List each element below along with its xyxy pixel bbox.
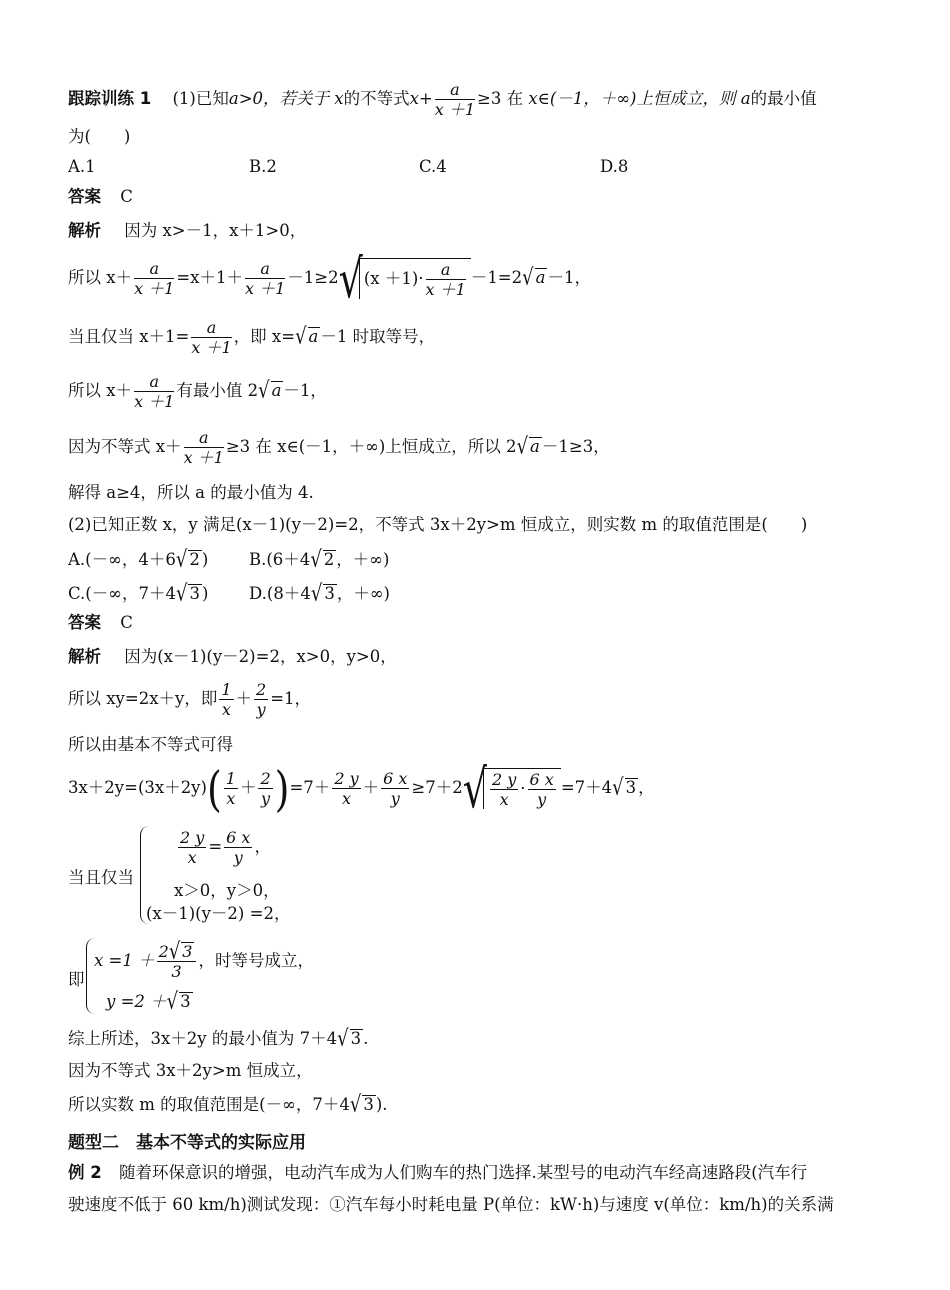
- q1-step1: 所以 x＋ $\frac{a}{x +1}$ =x＋1＋ $\frac{a}{x +1}$ －1≥2√(x ＋1)· $\frac{a}{x +1}$ －1=2√ a －1，: [68, 247, 591, 310]
- q2-conclusion-1: 综上所述，3x＋2y 的最小值为 7＋4√ 3 .: [68, 1025, 369, 1052]
- q1-stem-c: ≥3 在: [477, 89, 524, 108]
- q2-ji-label: 即: [68, 970, 85, 989]
- q1-option-d: D.8: [600, 157, 629, 176]
- q2-analysis-text: 因为(x－1)(y－2)=2，x>0，y>0，: [124, 647, 397, 666]
- example-2-label: 例 2: [68, 1163, 102, 1182]
- q1-step4: 因为不等式 x＋ $\frac{a}{x +1}$ ≥3 在 x∈(－1，＋∞)上恒成立，所以 2√ a －1≥3，: [68, 428, 610, 467]
- q2-answer: [68, 612, 133, 634]
- q2-option-b: B.(6＋4√ 2 ，＋∞): [249, 546, 390, 573]
- q1-cond: a>0，若关于: [228, 89, 330, 108]
- example-2-line1: [68, 1162, 807, 1184]
- q1-stem-e: 的最小值: [750, 89, 817, 108]
- q1-label: 跟踪训练 1: [68, 89, 152, 108]
- q2-option-a: A.(－∞，4＋6√ 2 ): [68, 546, 209, 573]
- q1-stem-line2: 为( ): [68, 127, 131, 146]
- q1-answer-label: 答案: [68, 187, 101, 206]
- q1-analysis-text: 因为 x>－1，x＋1>0，: [124, 221, 307, 240]
- q1-answer-value: C: [120, 187, 133, 206]
- q2-system-eq1: $\frac{2 y}{x}$ = $\frac{6 x}{y}$ ，: [180, 828, 271, 867]
- q2-stem: (2)已知正数 x，y 满足(x－1)(y－2)=2，不等式 3x＋2y>m 恒成立，则实数 m 的取值范围是( ): [68, 515, 808, 534]
- q2-step1: 所以 xy=2x＋y，即 $\frac{1}{x}$ ＋ $\frac{2}{y}$ =1，: [68, 680, 312, 719]
- q1-option-c: C.4: [419, 157, 447, 176]
- q1-answer: [68, 186, 133, 208]
- q2-system-eq2: x＞0，y＞0，: [174, 881, 280, 900]
- q1-fraction: $\frac{a}{x +1}$: [434, 80, 476, 119]
- q1-var-x: x: [334, 89, 344, 108]
- q1-option-b: B.2: [249, 157, 277, 176]
- q2-answer-label: 答案: [68, 613, 101, 632]
- q1-step3: 所以 x＋ $\frac{a}{x +1}$ 有最小值 2√ a －1，: [68, 372, 327, 411]
- q2-step2: 所以由基本不等式可得: [68, 735, 233, 754]
- q2-option-c: C.(－∞，7＋4√ 3 ): [68, 580, 209, 607]
- q1-stem-b: 的不等式: [343, 89, 410, 108]
- q1-stem-a: (1)已知: [172, 89, 229, 108]
- q2-conclusion-3: 所以实数 m 的取值范围是(－∞，7＋4√ 3 ).: [68, 1091, 388, 1118]
- q2-analysis-label: 解析: [68, 647, 101, 666]
- q1-expr: x+: [409, 89, 433, 108]
- q2-step3: 3x＋2y=(3x＋2y)( $\frac{1}{x}$ ＋ $\frac{2}{y}$ )=7＋ $\frac{2 y}{x}$ ＋ $\frac{6 x}{y}$ ≥7＋2√ $\frac{2 y}{x}$ · $\frac{6 x}{y}$ =7＋4√ 3 ，: [68, 757, 655, 820]
- q2-analysis-line1: [68, 646, 397, 668]
- q1-domain: x∈(－1，＋∞)上恒成立，则: [528, 89, 736, 108]
- q2-solution-y: y =2 ＋√ 3: [106, 988, 191, 1015]
- q2-answer-value: C: [120, 613, 133, 632]
- section-heading: 题型二 基本不等式的实际应用: [68, 1133, 306, 1153]
- q2-conclusion-2: 因为不等式 3x＋2y>m 恒成立，: [68, 1061, 313, 1080]
- q1-step2: 当且仅当 x＋1= $\frac{a}{x +1}$ ，即 x=√ a －1 时取等号，: [68, 318, 436, 357]
- q1-step5: 解得 a≥4，所以 a 的最小值为 4.: [68, 483, 314, 502]
- q1-stem-line1: [68, 80, 817, 119]
- q2-when-label: 当且仅当: [68, 868, 134, 887]
- example-2-line2: 驶速度不低于 60 km/h)测试发现：①汽车每小时耗电量 P(单位：kW·h)与速度 v(单位：km/h)的关系满: [68, 1195, 834, 1214]
- q2-system-eq3: (x－1)(y－2) =2，: [146, 904, 291, 923]
- q1-analysis-line1: [68, 220, 306, 242]
- q2-solution-x: x =1 ＋ $\frac{2√ 3}{3}$ ，时等号成立，: [94, 938, 314, 981]
- q1-var-a: a: [740, 89, 751, 108]
- example-2-text1: 随着环保意识的增强，电动汽车成为人们购车的热门选择.某型号的电动汽车经高速路段(汽车行: [118, 1163, 808, 1182]
- q1-analysis-label: 解析: [68, 221, 101, 240]
- q1-option-a: A.1: [68, 157, 96, 176]
- q2-option-d: D.(8＋4√ 3 ，＋∞): [249, 580, 390, 607]
